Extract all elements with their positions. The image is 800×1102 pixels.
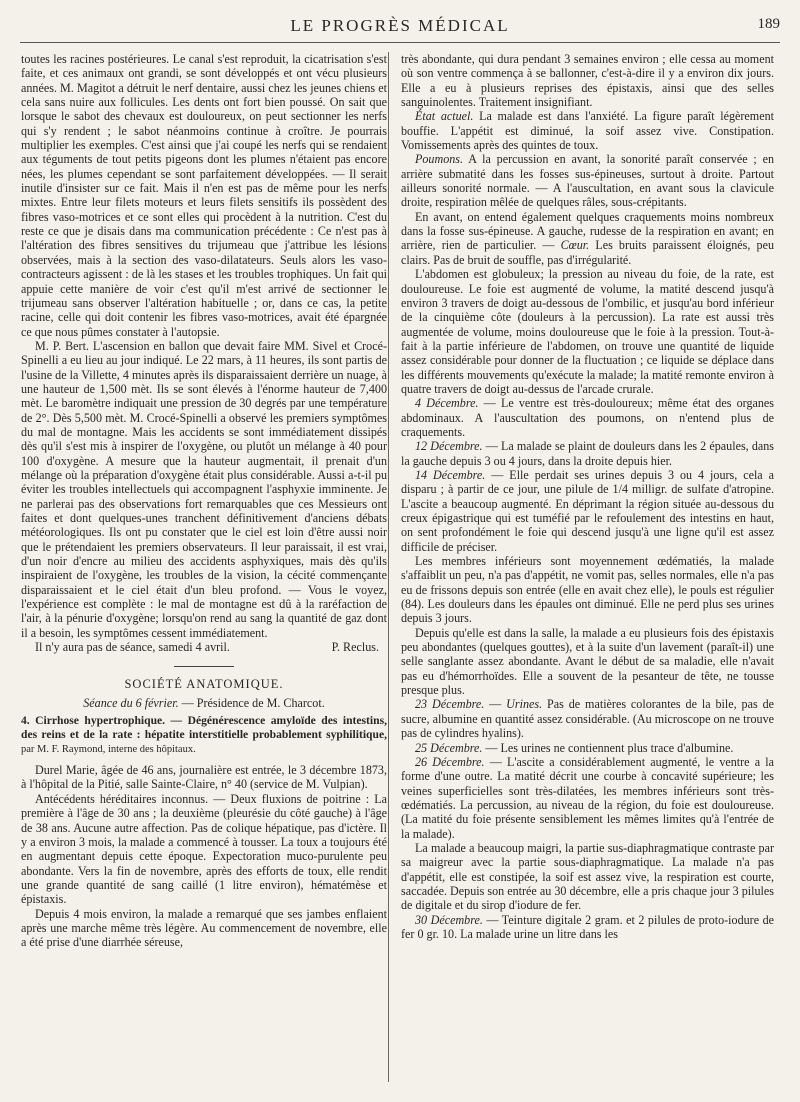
entry-date: 12 Décembre.	[415, 439, 483, 454]
paragraph-text: — Le ventre est très-douloureux; même état des organes abdominaux. A l'auscultation des poumons, on n'entend plus de craquements.	[401, 396, 774, 439]
paragraph-text: La malade est dans l'anxiété. La figure paraît légèrement bouffie. L'appétit est diminué, la soif assez vive. Constipation. Vomissements après des quintes de toux.	[401, 109, 774, 153]
entry-date: 26 Décembre.	[415, 754, 485, 769]
paragraph-text: — Elle perdait ses urines depuis 3 ou 4 jours, cela a disparu ; à partir de ce jour, une pilule de 1/4 milligr. de sulfate d'atropine. L'ascite a beaucoup augmenté. En déprimant la région située au-dessous du creux épigastrique qui est tuméfié par le refoulement des intestins en haut, on sent profondément le foie qui descend jusqu'à une ligne qu'il est assez difficile de préciser.	[401, 467, 774, 554]
paragraph	[401, 396, 774, 439]
paragraph: M. P. Bert. L'ascension en ballon que devait faire MM. Sivel et Crocé-Spinelli a eu lieu au jour indiqué. Le 22 mars, à 11 heures, ils sont partis de l'usine de la Villette, 4 minutes après ils disparaissaient derrière un nuage, à une hauteur de 1,500 mèt. Ils se sont élevés à l'énorme hauteur de 7,400 mèt. Le baromètre indiquait une pression de 30 degrés par une température de 2°. Dès 5,500 mèt. M. Crocé-Spinelli a observé les premiers symptômes du mal de montagne. Mais les accidents se sont immédiatement dissipés dès qu'il s'est mis à inspirer de l'oxygène, ou plutôt un mélange à 40 pour 100 d'oxygène. A mesure que la hauteur augmentait, il prenait d'un mélange où la préparation d'oxygène était plus considérable. Aussi a-t-il pu éviter les troubles intellectuels qui accompagnent l'asphyxie imminente. Je ne parlerai pas des observations fort remarquables que ces Messieurs ont faites et dont quelques-unes tranchent définitivement d'anciens débats météorologiques. Ils ont pu constater que le ciel est loin d'être aussi noir que le prétendaient les premiers observateurs. Il leur paraissait, il est vrai, d'un noir d'encre au milieu des accidents asphyxiques, mais dès qu'ils inspiraient de l'oxygène, les troubles de la vision, la cécité commençante disparaissaient et le ciel était d'un bleu profond. — Vous le voyez, l'expérience est complète : le mal de montagne est dû à la raréfaction de l'air, à la pénurie d'oxygène; lorsqu'on rend au sang la quantité de gaz dont il a besoin, les symptômes cessent immédiatement.	[21, 338, 387, 640]
paragraph-text: Pas de matières colorantes de la bile, pas de sucre, albumine en quantité assez considérable. (Au microscope on ne trouve pas de cylindres hyalins).	[401, 697, 774, 741]
left-column	[21, 52, 387, 950]
no-session-note: Il n'y aura pas de séance, samedi 4 avril.	[35, 640, 230, 655]
paragraph	[401, 439, 774, 468]
paragraph-text: — Teinture digitale 2 gram. et 2 pilules de proto-iodure de fer 0 gr. 10. La malade urine un litre dans les	[401, 912, 774, 941]
entry-date: 23 Décembre.	[415, 697, 485, 712]
paragraph	[401, 109, 774, 152]
paragraph	[401, 741, 774, 755]
paragraph: Depuis qu'elle est dans la salle, la malade a eu plusieurs fois des épistaxis peu abondantes (quelques gouttes), et à la suite d'un lavement (paraît-il) une selle sanglante assez abondante. Avant le début de sa maladie, elle n'avait pas eu d'hémorrhoïdes. Elle a souvent de la pesanteur de tête, ne tousse presque plus.	[401, 625, 774, 698]
entry-date: 4 Décembre.	[415, 396, 479, 411]
case-title-text: 4. Cirrhose hypertrophique. — Dégénérescence amyloïde des intestins, des reins et de la rate : hépatite interstitielle probablement syphilitique,	[21, 714, 387, 742]
paragraph: Durel Marie, âgée de 46 ans, journalière est entrée, le 3 décembre 1873, à l'hôpital de la Pitié, salle Sainte-Claire, n° 40 (service de M. Vulpian).	[21, 763, 387, 792]
entry-date: 25 Décembre.	[415, 740, 483, 755]
entry-date: 30 Décembre.	[415, 912, 483, 927]
page-header	[20, 14, 780, 43]
paragraph: Les membres inférieurs sont moyennement œdématiés, la malade s'affaiblit un peu, n'a pas d'appétit, ne vomit pas, selles normales, elle n'a pas eu de frissons depuis son entrée (elle en avait chez elle), le pouls est régulier (84). Les douleurs dans les épaules ont diminué. Elle ne perd plus ses urines depuis 3 jours.	[401, 554, 774, 626]
paragraph	[401, 210, 774, 267]
seance-president: — Présidence de M. Charcot.	[181, 695, 325, 710]
paragraph-text: — La malade se plaint de douleurs dans les 2 épaules, dans la gauche depuis 3 ou 4 jours, dans la droite depuis hier.	[401, 439, 775, 468]
section-label: Cœur.	[560, 238, 590, 253]
seance-date: Séance du 6 février.	[83, 695, 179, 710]
right-column	[401, 52, 774, 941]
paragraph: toutes les racines postérieures. Le canal s'est reproduit, la cicatrisation s'est faite, et ces animaux ont grandi, se sont développés et ont vécu plusieurs années. M. Magitot a détruit le nerf dentaire, aussi chez les jeunes chiens et cela sans nuire aux follicules. Les dents ont fort bien poussé. On sait que lorsque le sabot des chevaux est douloureux, on peut sectionner les nerfs qui s'y rendent ; le sabot néanmoins continue à croître. Je pourrais multiplier les exemples. C'est ainsi que j'ai coupé les nerfs qui se rendaient aux téguments de tout petits pigeons dont les plumes n'étaient pas encore nées, les plumes cependant se sont parfaitement développées. — Il serait inutile d'insister sur ce fait. Mais il n'en est pas de même pour les nerfs mixtes. Entre leur filets moteurs et leurs filets sensitifs ils possèdent des fibres vaso-motrices et ce sont elles qui procèdent à la nutrition. C'est du reste ce que je disais dans ma communication précédente : Ce n'est pas à l'altération des fibres sensitives du trijumeau que j'attribue les lésions observées, mais à la section des vaso-dilatateurs. Seuls alors les vaso-contracteurs agissent : de là les stases et les troubles trophiques. Un fait qui appuie cette manière de voir c'est qu'il m'est arrivé de sectionner le trijumeau sans observer l'altération habituelle ; or, dans ce cas, la petite racine, celle qui doit contenir les fibres vaso-motrices, avait été épargnée ce que nous pûmes constater à l'autopsie.	[21, 52, 387, 339]
signature: P. Reclus.	[331, 640, 379, 655]
paragraph: Antécédents héréditaires inconnus. — Deux fluxions de poitrine : La première à l'âge de 30 ans ; la deuxième (pleurésie du côté gauche) à l'âge de 38 ans. Aucune autre affection. Pas de colique hépatique, pas d'ictère. Il y a environ 3 mois, la malade a commencé à tousser. La toux a toujours été en augmentant depuis cette époque. Expectoration muco-purulente peu abondante. Vers la fin de novembre, après des efforts de toux, elle rendit une grande quantité de sang caillé (1 litre environ), hématémèse et épistaxis.	[21, 791, 387, 907]
paragraph	[401, 913, 774, 942]
section-title: SOCIÉTÉ ANATOMIQUE.	[21, 666, 387, 691]
paragraph	[401, 468, 774, 554]
paragraph: 23 Décembre. — Urines. Pas de matières colorantes de la bile, pas de sucre, albumine en quantité assez considérable. (Au microscope on ne trouve pas de cylindres hyalins).	[401, 697, 774, 741]
paragraph-text: — L'ascite a considérablement augmenté, le ventre a la forme d'une outre. La matité décrit une courbe à concavité supérieure; les veines superficielles sont très-dilatées, les membres inférieurs sont très-œdématiés. La percussion, au niveau de la région, du foie est douloureuse. (La matité du foie présente sensiblement les mêmes limites qu'à l'entrée de la malade).	[401, 754, 774, 841]
paragraph: La malade a beaucoup maigri, la partie sus-diaphragmatique contraste par sa maigreur avec la partie sous-diaphragmatique. La malade n'a pas d'appétit, elle est constipée, la soif est assez vive, la respiration est courte, saccadée. Depuis son entrée au 30 décembre, elle a pris chaque jour 3 pilules de digitale et du sirop d'iodure de fer.	[401, 840, 774, 913]
paragraph-text: En avant, on entend également quelques craquements moins nombreux dans la fosse sus-épineuse. A gauche, rudesse de la respiration en avant; en arrière, rien de particulier. —	[401, 209, 774, 253]
paragraph	[401, 755, 774, 841]
paragraph: très abondante, qui dura pendant 3 semaines environ ; elle cessa au moment où son ventre commença à se ballonner, c'est-à-dire il y a environ dix jours. Elle a eu à plusieurs reprises des épistaxis, ainsi que des selles sanguinolentes. Traitement insignifiant.	[401, 52, 774, 110]
paragraph-text: A la percussion en avant, la sonorité paraît conservée ; en arrière submatité dans les fosses sus-épineuses, surtout à droite. Partout ailleurs sonorité normale. — A l'auscultation, en avant sous la clavicule droite, respiration mêlée de quelques râles, sous-crépitants.	[401, 152, 774, 210]
paragraph-text: — Les urines ne contiennent plus trace d'albumine.	[485, 740, 734, 755]
journal-title: LE PROGRÈS MÉDICAL	[290, 16, 510, 35]
section-label: Urines.	[506, 697, 543, 712]
paragraph: L'abdomen est globuleux; la pression au niveau du foie, de la rate, est douloureuse. Le foie est augmenté de volume, la matité descend jusqu'à environ 3 travers de doigt au-dessous de l'ombilic, et jusqu'au bord inférieur de la cinquième côte (douleurs à la percussion). La rate est aussi très augmentée de volume, moins douloureuse que le foie à la pression. Tout-à-fait à la partie inférieure de l'abdomen, on trouve une quantité de liquide assez considérable pour donner de la fluctuation ; ce liquide se déplace dans les différents mouvements qu'exécute la malade; la matité remonte environ à quatre travers de doigt au-dessus de l'arcade crurale.	[401, 267, 774, 396]
seance-line	[21, 696, 387, 710]
page-number: 189	[757, 16, 780, 32]
section-label: État actuel.	[415, 109, 474, 124]
column-divider	[388, 52, 389, 1082]
case-title	[21, 714, 387, 757]
closing-line	[21, 640, 387, 654]
paragraph: Depuis 4 mois environ, la malade a remarqué que ses jambes enflaient après une marche même très légère. Au commencement de novembre, elle a été prise d'une diarrhée séreuse,	[21, 906, 387, 950]
paragraph	[401, 152, 774, 209]
paragraph-text: Les bruits paraissent éloignés, peu clairs. Pas de bruit de souffle, pas d'irrégularité.	[401, 238, 774, 267]
case-author: par M. F. Raymond, interne des hôpitaux.	[21, 744, 196, 756]
entry-date: 14 Décembre.	[415, 467, 486, 482]
section-label: Poumons.	[415, 152, 464, 167]
